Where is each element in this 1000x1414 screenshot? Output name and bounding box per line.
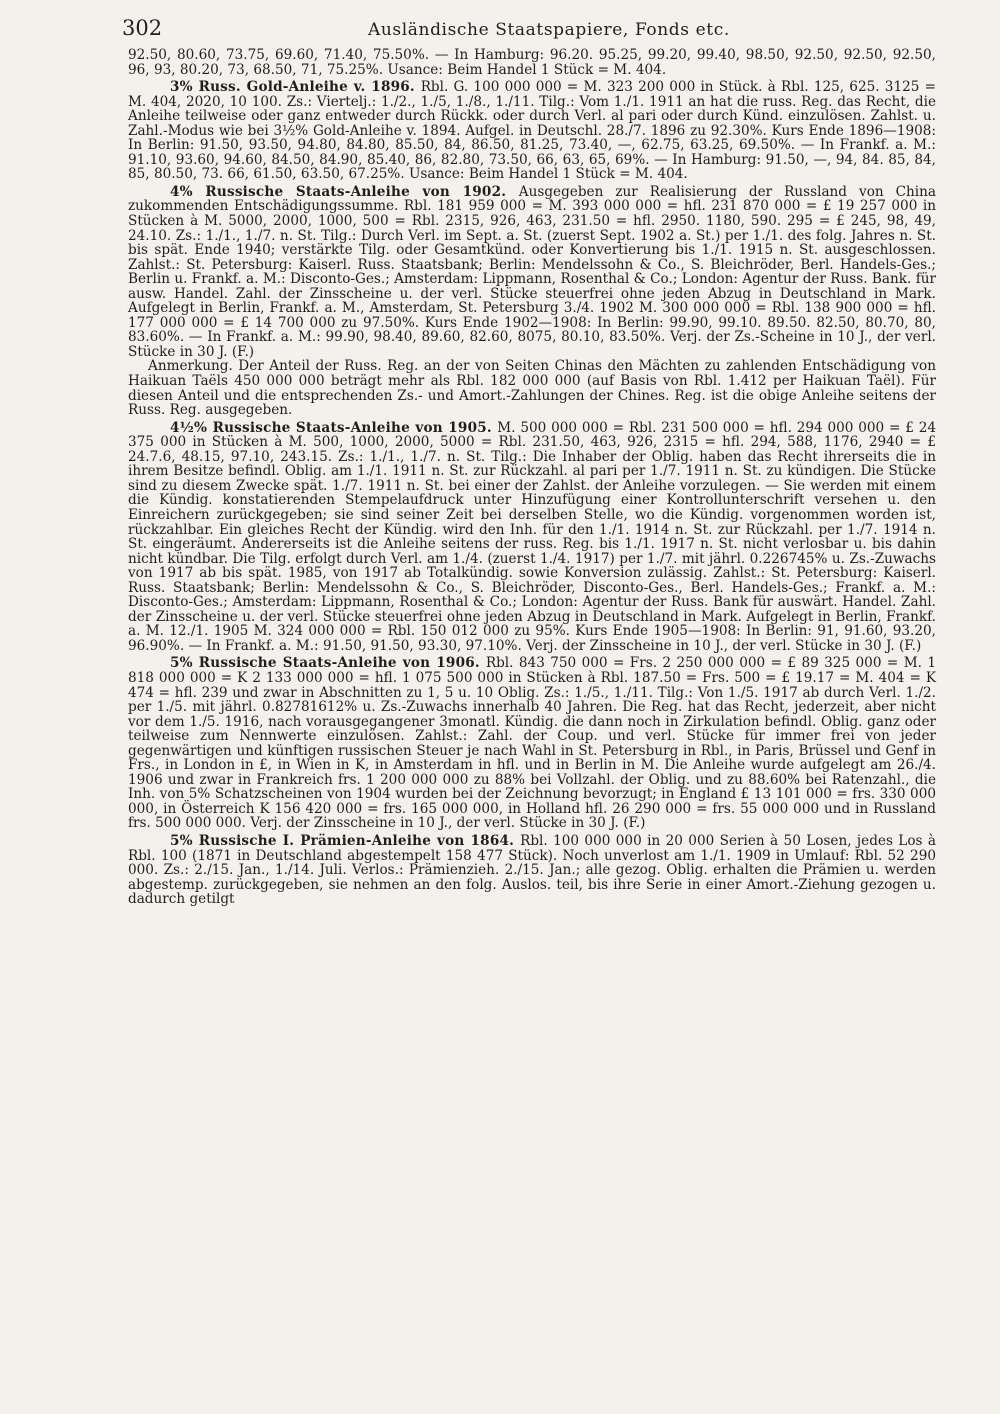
entry-text: Rbl. G. 100 000 000 = M. 323 200 000 in Stück. à Rbl. 125, 625. 3125 = M. 404, 2020, 10 100. Zs.: Viertelj.: 1./2., 1./5, 1./8., 1./11. Tilg.: Vom 1./1. 1911 an hat die russ. Reg. das Recht, die Anleihe teilweise oder ganz entweder durch Rückk. oder durch Verl. al pari oder durch Künd. einzulösen. Zahlst. u. Zahl.-Modus wie bei 3½% Gold-Anleihe v. 1894. Aufgel. in Deutschl. 28./7. 1896 zu 92.30%. Kurs Ende 1896—1908: In Berlin: 91.50, 93.50, 94.80, 84.80, 85.50, 84, 86.50, 81.25, 73.40, —, 62.75, 63.25, 69.50%. — In Frankf. a. M.: 91.10, 93.60, 94.60, 84.50, 84.90, 85.40, 86, 82.80, 73.50, 66, 63, 65, 69%. — In Hamburg: 91.50, —, 94, 84. 85, 84, 85, 80.50, 73. 66, 61.50, 63.50, 67.25%. Usance: Beim Handel 1 Stück = M. 404. <box>128 79 936 183</box>
entry-title: 4% Russische Staats-Anleihe von 1902. <box>170 183 519 200</box>
body-text <box>128 48 936 907</box>
note-paragraph <box>128 359 936 417</box>
entry-title: 5% Russische Staats-Anleihe von 1906. <box>170 655 486 672</box>
page-number: 302 <box>122 16 163 40</box>
loan-entry-gold-1896 <box>128 80 936 182</box>
entry-title: 5% Russische I. Prämien-Anleihe von 1864. <box>170 832 521 849</box>
loan-entry-1906 <box>128 656 936 831</box>
entry-title: 4½% Russische Staats-Anleihe von 1905. <box>170 419 498 436</box>
note-text: Anmerkung. Der Anteil der Russ. Reg. an der von Seiten Chinas den Mächten zu zahlenden Entschädigung von Haikuan Taëls 450 000 000 beträgt mehr als Rbl. 182 000 000 (auf Basis von Rbl. 1.412 per Haikuan Taël). Für diesen Anteil und die entsprechenden Zs.- und Amort.-Zahlungen der Chines. Reg. ist die obige Anleihe seitens der Russ. Reg. ausgegeben. <box>128 358 936 419</box>
loan-entry-1905 <box>128 421 936 654</box>
entry-text: Ausgegeben zur Realisierung der Russland von China zukommenden Entschädigungssumme. Rbl. 181 959 000 = M. 393 000 000 = hfl. 231 870 000 = £ 19 257 000 in Stücken à M. 5000, 2000, 1000, 500 = Rbl. 2315, 926, 463, 231.50 = hfl. 2950. 1180, 590. 295 = £ 245, 98, 49, 24.10. Zs.: 1./1., 1./7. n. St. Tilg.: Durch Verl. im Sept. a. St. (zuerst Sept. 1902 a. St.) per 1./1. des folg. Jahres n. St. bis spät. Ende 1940; verstärkte Tilg. oder Gesamtkünd. oder Konvertierung bis 1./1. 1915 n. St. ausgeschlossen. Zahlst.: St. Petersburg: Kaiserl. Russ. Staatsbank; Berlin: Mendelssohn & Co., S. Bleichröder, Berl. Handels-Ges.; Berlin u. Frankf. a. M.: Disconto-Ges.; Amsterdam: Lippmann, Rosenthal & Co.; London: Agentur der Russ. Bank. für ausw. Handel. Zahl. der Zinsscheine u. der verl. Stücke steuerfrei ohne jeden Abzug in Deutschland in Mark. Aufgelegt in Berlin, Frankf. a. M., Amsterdam, St. Petersburg 3./4. 1902 M. 300 000 000 = Rbl. 138 900 000 = hfl. 177 000 000 = £ 14 700 000 zu 97.50%. Kurs Ende 1902—1908: In Berlin: 99.90, 99.10. 89.50. 82.50, 80.70, 80, 83.60%. — In Frankf. a. M.: 99.90, 98.40, 89.60, 82.60, 8075, 80.10, 83.50%. Verj. der Zs.-Scheine in 10 J., der verl. Stücke in 30 J. (F.) <box>128 183 936 360</box>
continuation-paragraph <box>128 48 936 77</box>
page-header <box>122 14 936 48</box>
entry-text: Rbl. 843 750 000 = Frs. 2 250 000 000 = £ 89 325 000 = M. 1 818 000 000 = K 2 133 000 000 = hfl. 1 075 500 000 in Stücken à Rbl. 187.50 = Frs. 500 = £ 19.17 = M. 404 = K 474 = hfl. 239 und zwar in Abschnitten zu 1, 5 u. 10 Oblig. Zs.: 1./5., 1./11. Tilg.: Von 1./5. 1917 ab durch Verl. 1./2. per 1./5. mit jährl. 0.82781612% u. Zs.-Zuwachs innerhalb 40 Jahren. Die Reg. hat das Recht, jederzeit, aber nicht vor dem 1./5. 1916, nach vorausgegangener 3monatl. Kündig. die dann noch in Zirkulation befindl. Oblig. ganz oder teilweise zum Nennwerte einzulösen. Zahlst.: Zahl. der Coup. und verl. Stücke für immer frei von jeder gegenwärtigen und künftigen russischen Steuer je nach Wahl in St. Petersburg in Rbl., in Paris, Brüssel und Genf in Frs., in London in £, in Wien in K, in Amsterdam in hfl. und in Berlin in M. Die Anleihe wurde aufgelegt am 26./4. 1906 und zwar in Frankreich frs. 1 200 000 000 zu 88% bei Vollzahl. der Oblig. und zu 88.60% bei Ratenzahl., die Inh. von 5% Schatzscheinen von 1904 wurden bei der Zeichnung bevorzugt; in England £ 13 101 000 = frs. 330 000 000, in Österreich K 156 420 000 = frs. 165 000 000, in Holland hfl. 26 290 000 = frs. 55 000 000 und in Russland frs. 500 000 000. Verj. der Zinsscheine in 10 J., der verl. Stücke in 30 J. (F.) <box>128 655 936 832</box>
entry-text: Rbl. 100 000 000 in 20 000 Serien à 50 Losen, jedes Los à Rbl. 100 (1871 in Deutschland abgestempelt 158 477 Stück). Noch unverlost am 1./1. 1909 in Umlauf: Rbl. 52 290 000. Zs.: 2./15. Jan., 1./14. Juli. Verlos.: Prämienzieh. 2./15. Jan.; alle gezog. Oblig. erhalten die Prämien u. werden abgestemp. zurückgegeben, sie nehmen an den folg. Auslos. teil, bis ihre Serie in einer Amort.-Ziehung gezogen u. dadurch getilgt <box>128 832 936 908</box>
entry-title: 3% Russ. Gold-Anleihe v. 1896. <box>170 79 421 96</box>
entry-text: M. 500 000 000 = Rbl. 231 500 000 = hfl. 294 000 000 = £ 24 375 000 in Stücken à M. 500, 1000, 2000, 5000 = Rbl. 231.50, 463, 926, 2315 = hfl. 294, 588, 1176, 2940 = £ 24.7.6, 48.15, 97.10, 243.15. Zs.: 1./1., 1./7. n. St. Tilg.: Die Inhaber der Oblig. haben das Recht ihrerseits die in ihrem Besitze befindl. Oblig. am 1./1. 1911 n. St. zur Rückzahl. al pari per 1./7. 1911 n. St. zu kündigen. Die Stücke sind zu diesem Zwecke spät. 1./7. 1911 n. St. bei einer der Zahlst. der Anleihe vorzulegen. — Sie werden mit einem die Kündig. konstatierenden Stempelaufdruck unter Hinzufügung einer Kontrollunterschrift versehen u. den Einreichern zurückgegeben; sie sind seiner Zeit bei derselben Stelle, wo die Kündig. vorgenommen worden ist, rückzahlbar. Ein gleiches Recht der Kündig. wird den Inh. für den 1./1. 1914 n. St. zur Rückzahl. per 1./7. 1914 n. St. eingeräumt. Andererseits ist die Anleihe seitens der russ. Reg. bis 1./1. 1917 n. St. nicht verlosbar u. bis dahin nicht kündbar. Die Tilg. erfolgt durch Verl. am 1./4. (zuerst 1./4. 1917) per 1./7. mit jährl. 0.226745% u. Zs.-Zuwachs von 1917 ab bis spät. 1985, von 1917 ab Totalkündig. sowie Konversion zulässig. Zahlst.: St. Petersburg: Kaiserl. Russ. Staatsbank; Berlin: Mendelssohn & Co., S. Bleichröder, Disconto-Ges., Berl. Handels-Ges.; Frankf. a. M.: Disconto-Ges.; Amsterdam: Lippmann, Rosenthal & Co.; London: Agentur der Russ. Bank für auswärt. Handel. Zahl. der Zinsscheine u. der verl. Stücke steuerfrei ohne jeden Abzug in Deutschland in Mark. Aufgelegt in Berlin, Frankf. a. M. 12./1. 1905 M. 324 000 000 = Rbl. 150 012 000 zu 95%. Kurs Ende 1905—1908: In Berlin: 91, 91.60, 93.20, 96.90%. — In Frankf. a. M.: 91.50, 91.50, 93.30, 97.10%. Verj. der Zinsscheine in 10 J., der verl. Stücke in 30 J. (F.) <box>128 419 936 654</box>
paragraph-text: 92.50, 80.60, 73.75, 69.60, 71.40, 75.50%. — In Hamburg: 96.20. 95.25, 99.20, 99.40, 98.50, 92.50, 92.50, 92.50, 96, 93, 80.20, 73, 68.50, 71, 75.25%. Usance: Beim Handel 1 Stück = M. 404. <box>128 47 936 78</box>
loan-entry-praemien-1864 <box>128 834 936 907</box>
loan-entry-1902 <box>128 185 936 360</box>
running-head: Ausländische Staatspapiere, Fonds etc. <box>368 20 730 40</box>
